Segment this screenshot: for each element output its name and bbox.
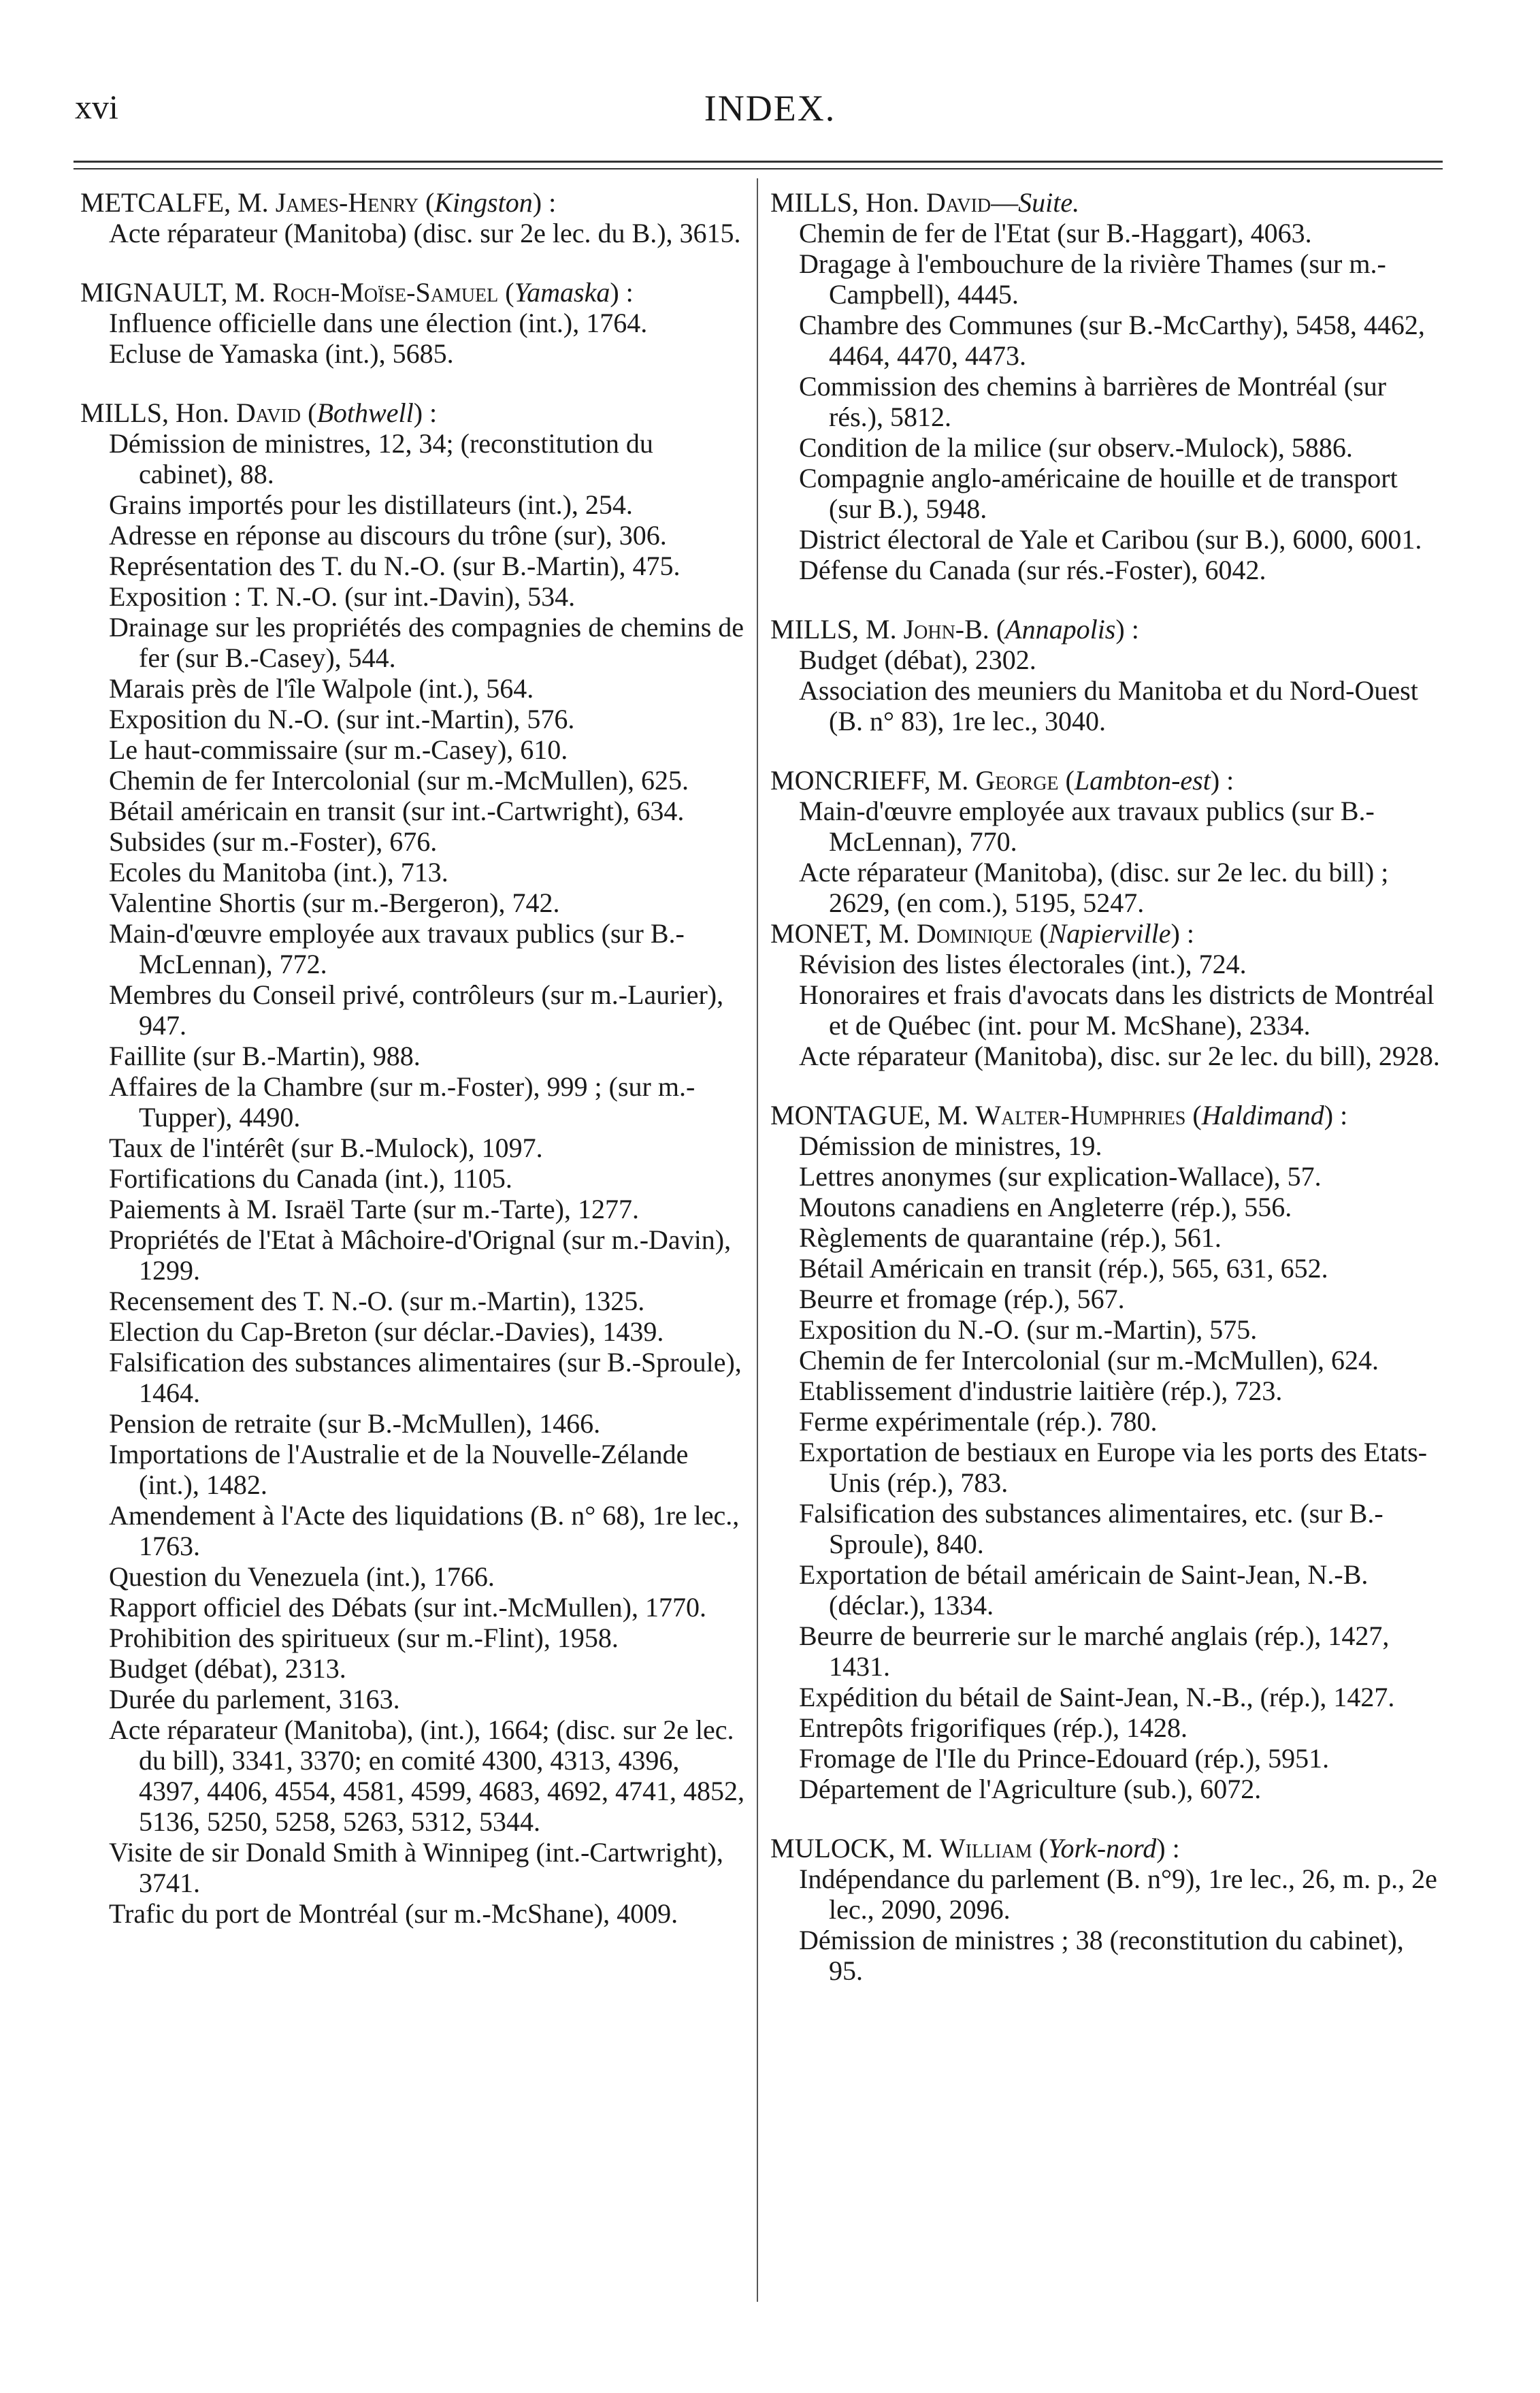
index-item: Importations de l'Australie et de la Nouvelle-Zélande (int.), 1482. xyxy=(109,1439,689,1500)
index-item: Visite de sir Donald Smith à Winnipeg (int.-Cartwright), 3741. xyxy=(109,1837,723,1898)
riding-name: Haldimand xyxy=(1201,1100,1324,1130)
index-item: Département de l'Agriculture (sub.), 6072. xyxy=(799,1774,1262,1804)
index-item: Fortifications du Canada (int.), 1105. xyxy=(109,1163,512,1194)
index-item: Propriétés de l'Etat à Mâchoire-d'Orignal (sur m.-Davin), 1299. xyxy=(109,1224,732,1286)
index-item: Beurre de beurrerie sur le marché anglais (rép.), 1427, 1431. xyxy=(799,1621,1390,1682)
index-item: Le haut-commissaire (sur m.-Casey), 610. xyxy=(109,734,568,765)
member-name: MONTAGUE, M. xyxy=(770,1100,969,1130)
index-item: Pension de retraite (sur B.-McMullen), 1466. xyxy=(109,1408,601,1439)
index-item: Démission de ministres, 19. xyxy=(799,1130,1102,1161)
index-item: Exposition du N.-O. (sur int.-Martin), 576. xyxy=(109,704,575,734)
index-item: Election du Cap-Breton (sur déclar.-Davies), 1439. xyxy=(109,1316,664,1347)
index-item: Entrepôts frigorifiques (rép.), 1428. xyxy=(799,1712,1187,1743)
member-given-name: David xyxy=(235,397,301,428)
index-item: Beurre et fromage (rép.), 567. xyxy=(799,1284,1125,1314)
index-item: Valentine Shortis (sur m.-Bergeron), 742. xyxy=(109,888,560,918)
index-item: Ecluse de Yamaska (int.), 5685. xyxy=(109,338,454,369)
index-item: Ecoles du Manitoba (int.), 713. xyxy=(109,857,448,888)
index-item: Etablissement d'industrie laitière (rép.), 723. xyxy=(799,1375,1283,1406)
index-item: Acte réparateur (Manitoba), (int.), 1664; (disc. sur 2e lec. du bill), 3341, 3370; en comité 4300, 4313, 4396, 4397, 4406, 4554, 4581, 4599, 4683, 4692, 4741, 4852, 5136, 5250, 5258, 5263, 5312, 5344. xyxy=(109,1714,744,1837)
index-item: Représentation des T. du N.-O. (sur B.-Martin), 475. xyxy=(109,551,681,581)
column-divider xyxy=(757,178,758,2302)
index-item: Rapport officiel des Débats (sur int.-McMullen), 1770. xyxy=(109,1592,706,1623)
index-item: Honoraires et frais d'avocats dans les districts de Montréal et de Québec (int. pour M. McShane), 2334. xyxy=(799,979,1435,1041)
entry-heading: MONET, M. Dominique (Napierville) : xyxy=(770,918,1194,949)
index-entry xyxy=(770,614,1440,736)
index-item: Acte réparateur (Manitoba) (disc. sur 2e lec. du B.), 3615. xyxy=(109,218,741,248)
riding-name: Annapolis xyxy=(1005,614,1116,645)
continued-label: Suite. xyxy=(1018,187,1080,218)
index-item: Falsification des substances alimentaires, etc. (sur B.-Sproule), 840. xyxy=(799,1498,1383,1559)
entry-heading: MULOCK, M. William (York-nord) : xyxy=(770,1833,1180,1863)
index-item: Bétail Américain en transit (rép.), 565, 631, 652. xyxy=(799,1253,1328,1284)
page-title: INDEX. xyxy=(704,88,836,129)
entry-heading: MILLS, Hon. David—Suite. xyxy=(770,187,1080,218)
member-given-name: James-Henry xyxy=(275,187,419,218)
entry-heading: MONCRIEFF, M. George (Lambton-est) : xyxy=(770,765,1234,796)
entry-heading: MILLS, M. John-B. (Annapolis) : xyxy=(770,614,1139,645)
page-number: xvi xyxy=(75,88,118,126)
index-item: Moutons canadiens en Angleterre (rép.), 556. xyxy=(799,1192,1292,1222)
header-rule xyxy=(73,161,1443,163)
index-entry xyxy=(770,1833,1440,1986)
header-rule-thin xyxy=(73,168,1443,169)
member-name: MILLS, Hon. xyxy=(770,187,919,218)
member-name: MULOCK, M. xyxy=(770,1833,933,1863)
index-item: Adresse en réponse au discours du trône (sur), 306. xyxy=(109,520,667,551)
index-item: Règlements de quarantaine (rép.), 561. xyxy=(799,1222,1222,1253)
index-item: Fromage de l'Ile du Prince-Edouard (rép.), 5951. xyxy=(799,1743,1330,1774)
left-column xyxy=(80,187,747,1957)
member-name: MILLS, M. xyxy=(770,614,897,645)
index-item: Exportation de bétail américain de Saint-Jean, N.-B. (déclar.), 1334. xyxy=(799,1559,1369,1621)
entry-heading: MONTAGUE, M. Walter-Humphries (Haldimand) : xyxy=(770,1100,1348,1130)
right-column xyxy=(770,187,1440,2015)
index-item: Défense du Canada (sur rés.-Foster), 6042. xyxy=(799,555,1266,585)
member-name: MIGNAULT, M. xyxy=(80,277,266,308)
index-item: Compagnie anglo-américaine de houille et de transport (sur B.), 5948. xyxy=(799,463,1398,524)
index-entry xyxy=(770,1100,1440,1804)
index-item: Budget (débat), 2302. xyxy=(799,645,1036,675)
index-item: Bétail américain en transit (sur int.-Cartwright), 634. xyxy=(109,796,685,826)
index-item: Association des meuniers du Manitoba et du Nord-Ouest (B. n° 83), 1re lec., 3040. xyxy=(799,675,1418,736)
index-item: Exportation de bestiaux en Europe via les ports des Etats-Unis (rép.), 783. xyxy=(799,1437,1428,1498)
member-given-name: Walter-Humphries xyxy=(975,1100,1186,1130)
index-item: Question du Venezuela (int.), 1766. xyxy=(109,1561,495,1592)
index-item: Acte réparateur (Manitoba), disc. sur 2e lec. du bill), 2928. xyxy=(799,1041,1440,1071)
index-item: Trafic du port de Montréal (sur m.-McShane), 4009. xyxy=(109,1898,678,1929)
riding-name: Kingston xyxy=(434,187,533,218)
index-item: Grains importés pour les distillateurs (int.), 254. xyxy=(109,489,633,520)
index-item: Falsification des substances alimentaires (sur B.-Sproule), 1464. xyxy=(109,1347,742,1408)
entry-heading: MIGNAULT, M. Roch-Moïse-Samuel (Yamaska) : xyxy=(80,277,634,308)
index-item: Membres du Conseil privé, contrôleurs (sur m.-Laurier), 947. xyxy=(109,979,724,1041)
index-entry xyxy=(770,918,1440,1071)
index-item: Commission des chemins à barrières de Montréal (sur rés.), 5812. xyxy=(799,371,1387,432)
member-given-name: John-B. xyxy=(903,614,989,645)
riding-name: Yamaska xyxy=(514,277,610,308)
index-item: Drainage sur les propriétés des compagnies de chemins de fer (sur B.-Casey), 544. xyxy=(109,612,744,673)
page-header xyxy=(0,87,1540,135)
index-item: Marais près de l'île Walpole (int.), 564. xyxy=(109,673,534,704)
index-item: Faillite (sur B.-Martin), 988. xyxy=(109,1041,421,1071)
index-item: Dragage à l'embouchure de la rivière Thames (sur m.-Campbell), 4445. xyxy=(799,248,1386,310)
index-item: Influence officielle dans une élection (int.), 1764. xyxy=(109,308,648,338)
member-name: MILLS, Hon. xyxy=(80,397,229,428)
member-name: MONCRIEFF, M. xyxy=(770,765,969,796)
index-item: Prohibition des spiritueux (sur m.-Flint), 1958. xyxy=(109,1623,619,1653)
index-item: Révision des listes électorales (int.), 724. xyxy=(799,949,1247,979)
index-item: Indépendance du parlement (B. n°9), 1re lec., 26, m. p., 2e lec., 2090, 2096. xyxy=(799,1863,1437,1925)
index-item: Paiements à M. Israël Tarte (sur m.-Tarte), 1277. xyxy=(109,1194,639,1224)
index-item: Recensement des T. N.-O. (sur m.-Martin), 1325. xyxy=(109,1286,645,1316)
index-item: Condition de la milice (sur observ.-Mulock), 5886. xyxy=(799,432,1353,463)
member-given-name: William xyxy=(939,1833,1032,1863)
member-given-name: Roch-Moïse-Samuel xyxy=(272,277,499,308)
index-item: Chambre des Communes (sur B.-McCarthy), 5458, 4462, 4464, 4470, 4473. xyxy=(799,310,1425,371)
member-name: METCALFE, M. xyxy=(80,187,269,218)
index-entry xyxy=(80,397,747,1929)
index-item: Taux de l'intérêt (sur B.-Mulock), 1097. xyxy=(109,1133,543,1163)
riding-name: York-nord xyxy=(1047,1833,1157,1863)
index-entry xyxy=(770,187,1440,585)
index-entry xyxy=(80,277,747,369)
index-item: Démission de ministres, 12, 34; (reconstitution du cabinet), 88. xyxy=(109,428,653,489)
index-item: Chemin de fer Intercolonial (sur m.-McMullen), 625. xyxy=(109,765,689,796)
entry-heading: METCALFE, M. James-Henry (Kingston) : xyxy=(80,187,557,218)
riding-name: Lambton-est xyxy=(1074,765,1211,796)
index-item: Acte réparateur (Manitoba), (disc. sur 2e lec. du bill) ; 2629, (en com.), 5195, 5247. xyxy=(799,857,1389,918)
member-name: MONET, M. xyxy=(770,918,910,949)
member-given-name: George xyxy=(975,765,1059,796)
index-item: Durée du parlement, 3163. xyxy=(109,1684,400,1714)
member-given-name: Dominique xyxy=(916,918,1033,949)
index-item: Amendement à l'Acte des liquidations (B. n° 68), 1re lec., 1763. xyxy=(109,1500,740,1561)
index-item: District électoral de Yale et Caribou (sur B.), 6000, 6001. xyxy=(799,524,1422,555)
index-entry xyxy=(770,765,1440,918)
index-entry xyxy=(80,187,747,248)
riding-name: Napierville xyxy=(1048,918,1171,949)
riding-name: Bothwell xyxy=(316,397,414,428)
index-item: Exposition : T. N.-O. (sur int.-Davin), 534. xyxy=(109,581,576,612)
index-item: Budget (débat), 2313. xyxy=(109,1653,346,1684)
index-item: Ferme expérimentale (rép.). 780. xyxy=(799,1406,1158,1437)
index-item: Chemin de fer Intercolonial (sur m.-McMullen), 624. xyxy=(799,1345,1379,1375)
index-item: Lettres anonymes (sur explication-Wallace), 57. xyxy=(799,1161,1322,1192)
index-item: Démission de ministres ; 38 (reconstitution du cabinet), 95. xyxy=(799,1925,1404,1986)
index-item: Main-d'œuvre employée aux travaux publics (sur B.-McLennan), 770. xyxy=(799,796,1375,857)
index-item: Exposition du N.-O. (sur m.-Martin), 575. xyxy=(799,1314,1258,1345)
index-item: Main-d'œuvre employée aux travaux publics (sur B.-McLennan), 772. xyxy=(109,918,685,979)
index-item: Subsides (sur m.-Foster), 676. xyxy=(109,826,438,857)
index-item: Affaires de la Chambre (sur m.-Foster), 999 ; (sur m.-Tupper), 4490. xyxy=(109,1071,695,1133)
member-given-name: David xyxy=(925,187,992,218)
index-item: Chemin de fer de l'Etat (sur B.-Haggart), 4063. xyxy=(799,218,1312,248)
entry-heading: MILLS, Hon. David (Bothwell) : xyxy=(80,397,438,428)
index-item: Expédition du bétail de Saint-Jean, N.-B., (rép.), 1427. xyxy=(799,1682,1395,1712)
